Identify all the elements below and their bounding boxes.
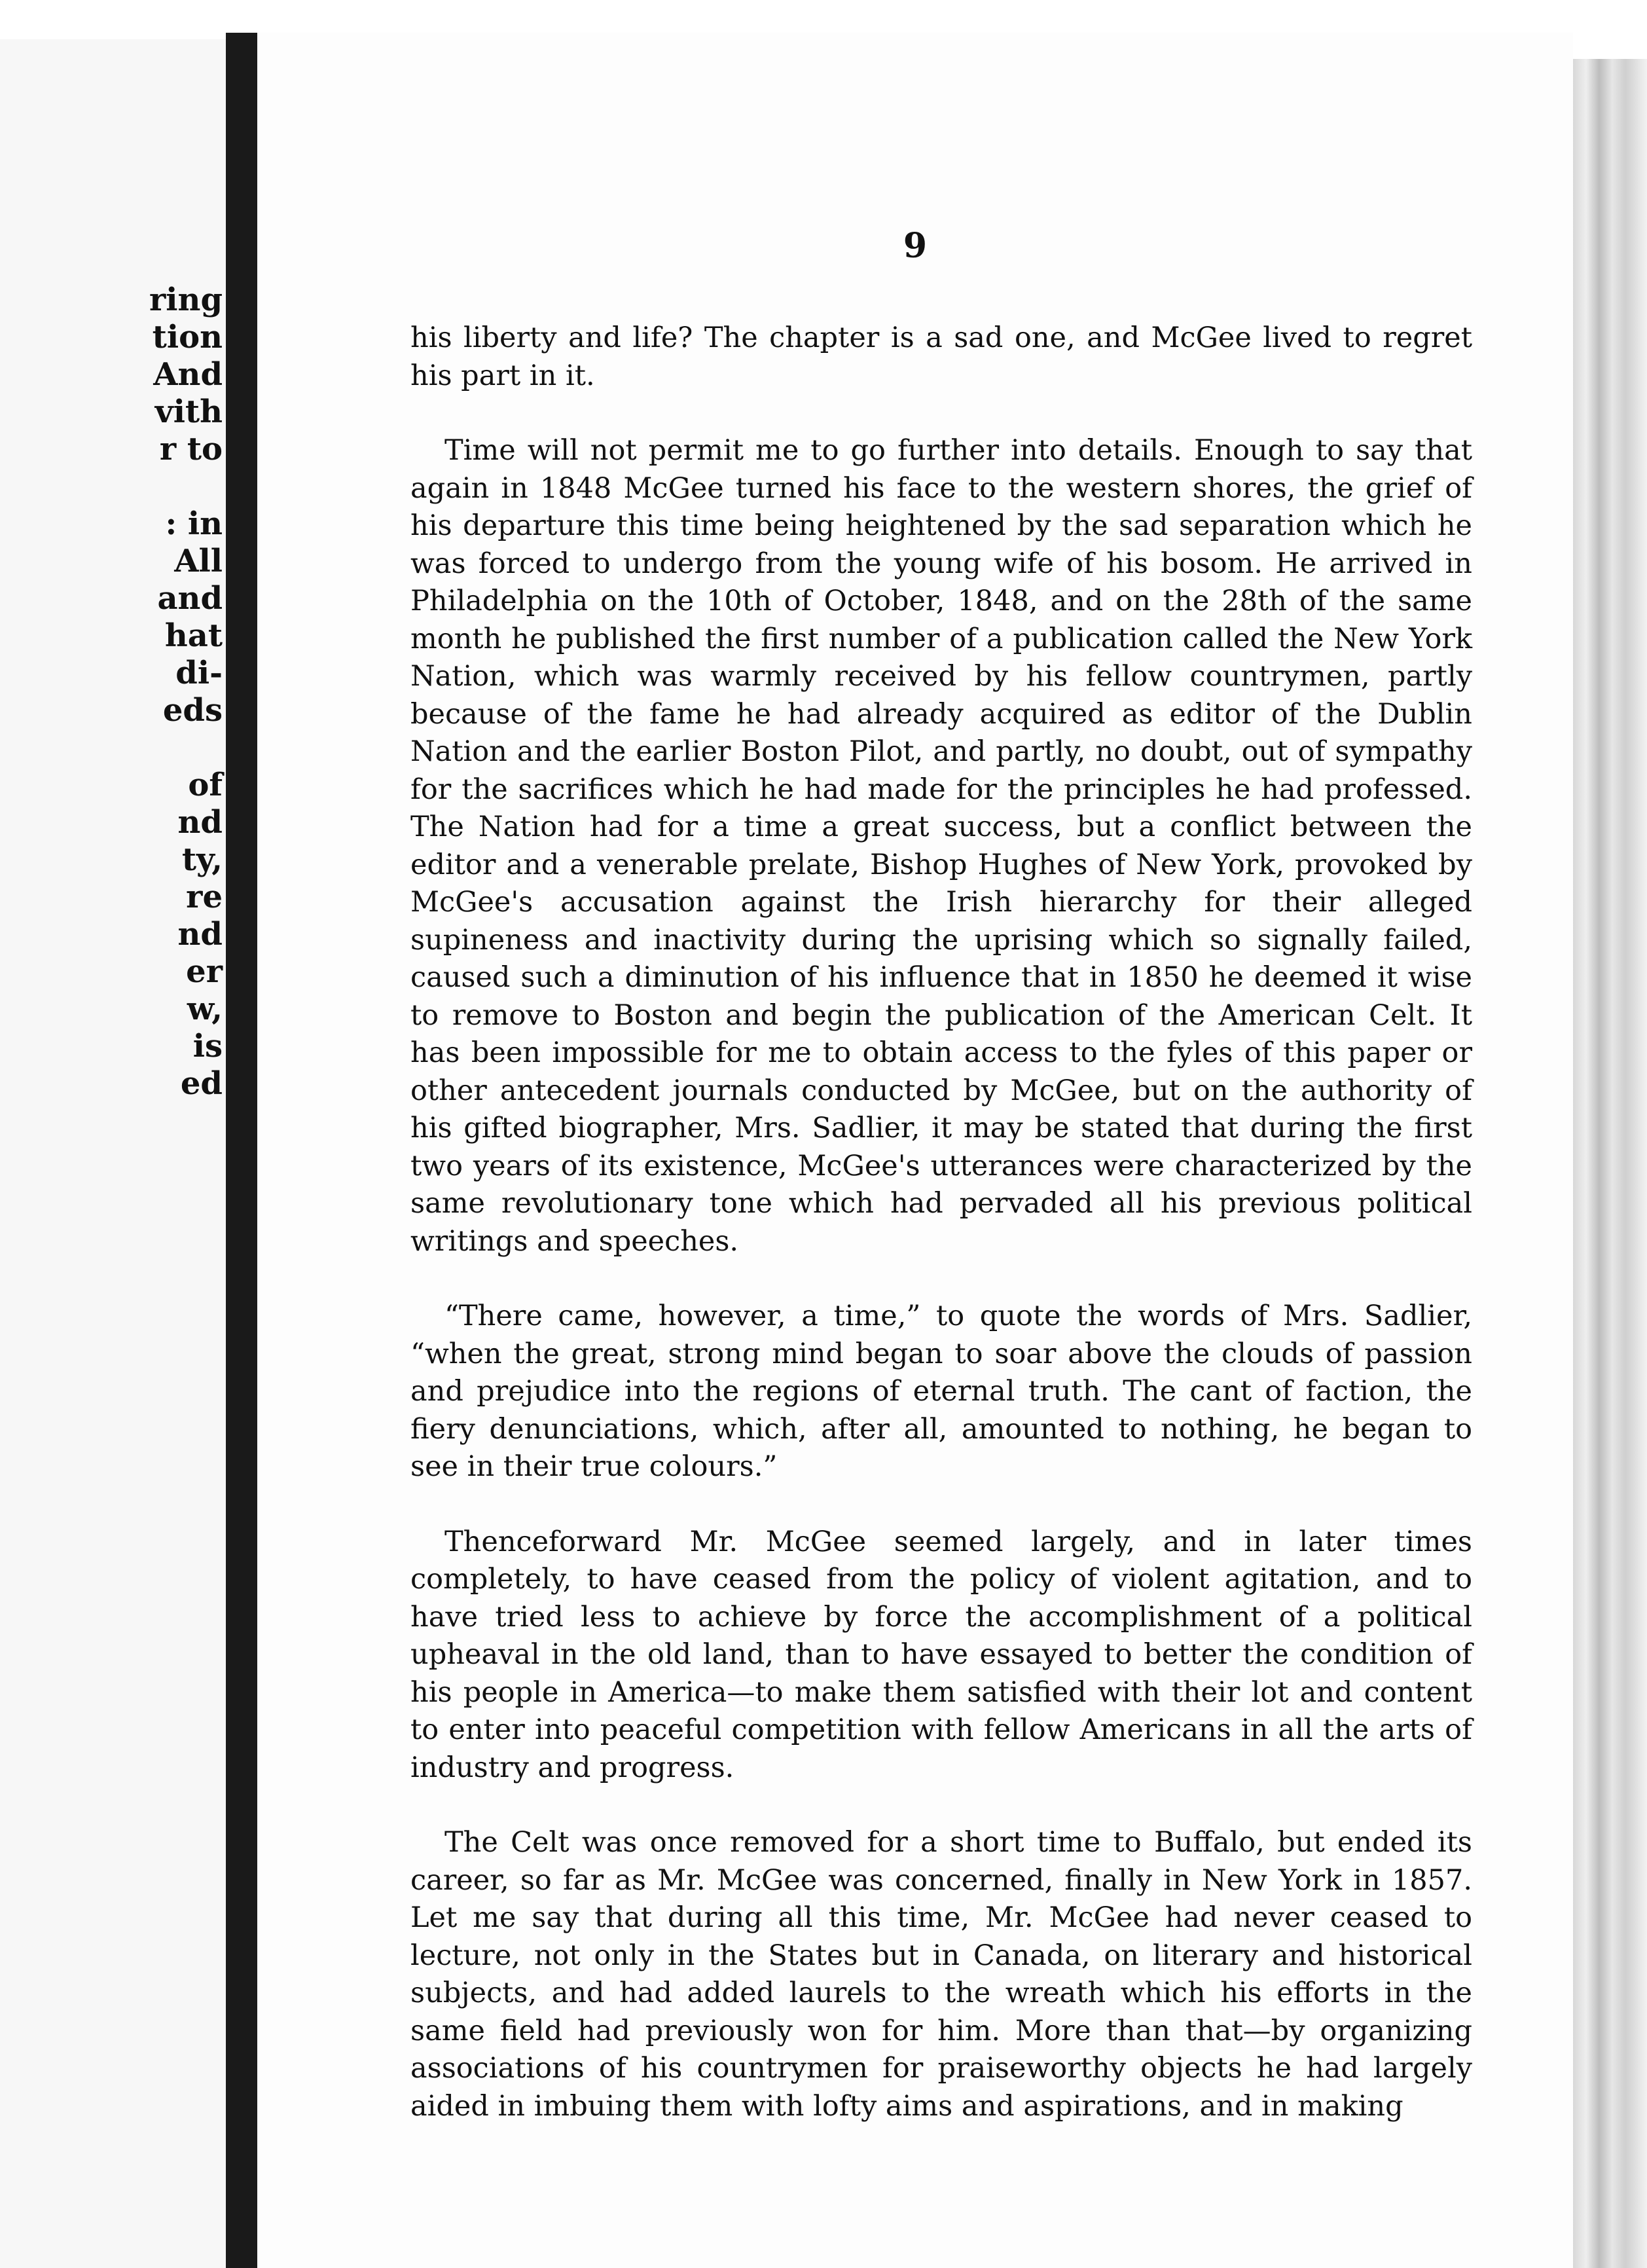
previous-page-edge: [0, 39, 229, 2268]
text-fragment: hat: [164, 617, 223, 654]
text-fragment: vith: [154, 393, 223, 430]
text-fragment: And: [153, 356, 223, 393]
text-fragment: nd: [177, 916, 223, 953]
book-page: [257, 33, 1573, 2268]
text-fragment: All: [174, 543, 223, 579]
text-fragment: ty,: [181, 841, 223, 878]
text-fragment: eds: [162, 692, 223, 729]
text-fragment: ring: [149, 282, 223, 318]
text-fragment: of: [188, 767, 223, 803]
text-fragment: [149, 729, 223, 767]
paragraph: Time will not permit me to go further into details. Enough to say that again in 1848 McGee turned his face to the western shores, the grief of his departure this time being heightened by the sad separation which he was forced to undergo from the young wife of his bosom. He arrived in Philadelphia on the 10th of October, 1848, and on the 28th of the same month he published the first number of a publication called the New York Nation, which was warmly received by his fellow countrymen, partly because of the fame he had already acquired as editor of the Dublin Nation and the earlier Boston Pilot, and partly, no doubt, out of sympathy for the sacrifices which he had made for the principles he had professed. The Nation had for a time a great success, but a conflict between the editor and a venerable prelate, Bishop Hughes of New York, provoked by McGee's accusation against the Irish hierarchy for their alleged supineness and inactivity during the uprising which so signally failed, caused such a diminution of his influence that in 1850 he deemed it wise to remove to Boston and begin the publication of the American Celt. It has been impossible for me to obtain access to the fyles of this paper or other antecedent journals conducted by McGee, but on the authority of his gifted biographer, Mrs. Sadlier, it may be stated that during the first two years of its existence, McGee's utterances were characterized by the same revolutionary tone which had pervaded all his previous political writings and speeches.: [410, 434, 1472, 1258]
text-fragment: di-: [175, 655, 223, 691]
paragraph: his liberty and life? The chapter is a sad one, and McGee lived to regret his part in it.: [410, 321, 1472, 392]
book-gutter: [226, 33, 257, 2268]
page-stack-edge: [1573, 59, 1647, 2268]
paragraph: “There came, however, a time,” to quote the words of Mrs. Sadlier, “when the great, strong mind began to soar above the clouds of passion and prejudice into the regions of eternal truth. The cant of faction, the fiery denunciations, which, after all, amounted to nothing, he began to see in their true colours.”: [410, 1300, 1472, 1483]
text-fragment: and: [157, 580, 223, 617]
text-fragment: is: [192, 1028, 223, 1065]
text-fragment: re: [186, 879, 223, 915]
page-body: [410, 320, 1472, 2163]
paragraph: The Celt was once removed for a short time to Buffalo, but ended its career, so far as Mr. McGee was concerned, finally in New York in 1857. Let me say that during all this time, Mr. McGee had never ceased to lecture, not only in the States but in Canada, on literary and historical subjects, and had added laurels to the wreath which his efforts in the same field had previously won for him. More than that—by organizing associations of his countrymen for praiseworthy objects he had largely aided in imbuing them with lofty aims and aspirations, and in making: [410, 1826, 1472, 2123]
text-fragment: r to: [159, 431, 223, 467]
text-fragment: nd: [177, 804, 223, 841]
text-fragment: w,: [187, 991, 223, 1027]
page-number: 9: [903, 226, 928, 266]
text-fragment: [149, 468, 223, 505]
paragraph: Thenceforward Mr. McGee seemed largely, and in later times completely, to have ceased from the policy of violent agitation, and to have tried less to achieve by force the accomplishment of a political upheaval in the old land, than to have essayed to better the condition of his people in America—to make them satisfied with their lot and content to enter into peaceful competition with fellow Americans in all the arts of industry and progress.: [410, 1525, 1472, 1784]
text-fragment: : in: [165, 505, 223, 542]
previous-page-text-fragments: [149, 282, 223, 1103]
text-fragment: er: [186, 953, 223, 990]
text-fragment: tion: [152, 319, 223, 356]
text-fragment: ed: [180, 1065, 223, 1102]
